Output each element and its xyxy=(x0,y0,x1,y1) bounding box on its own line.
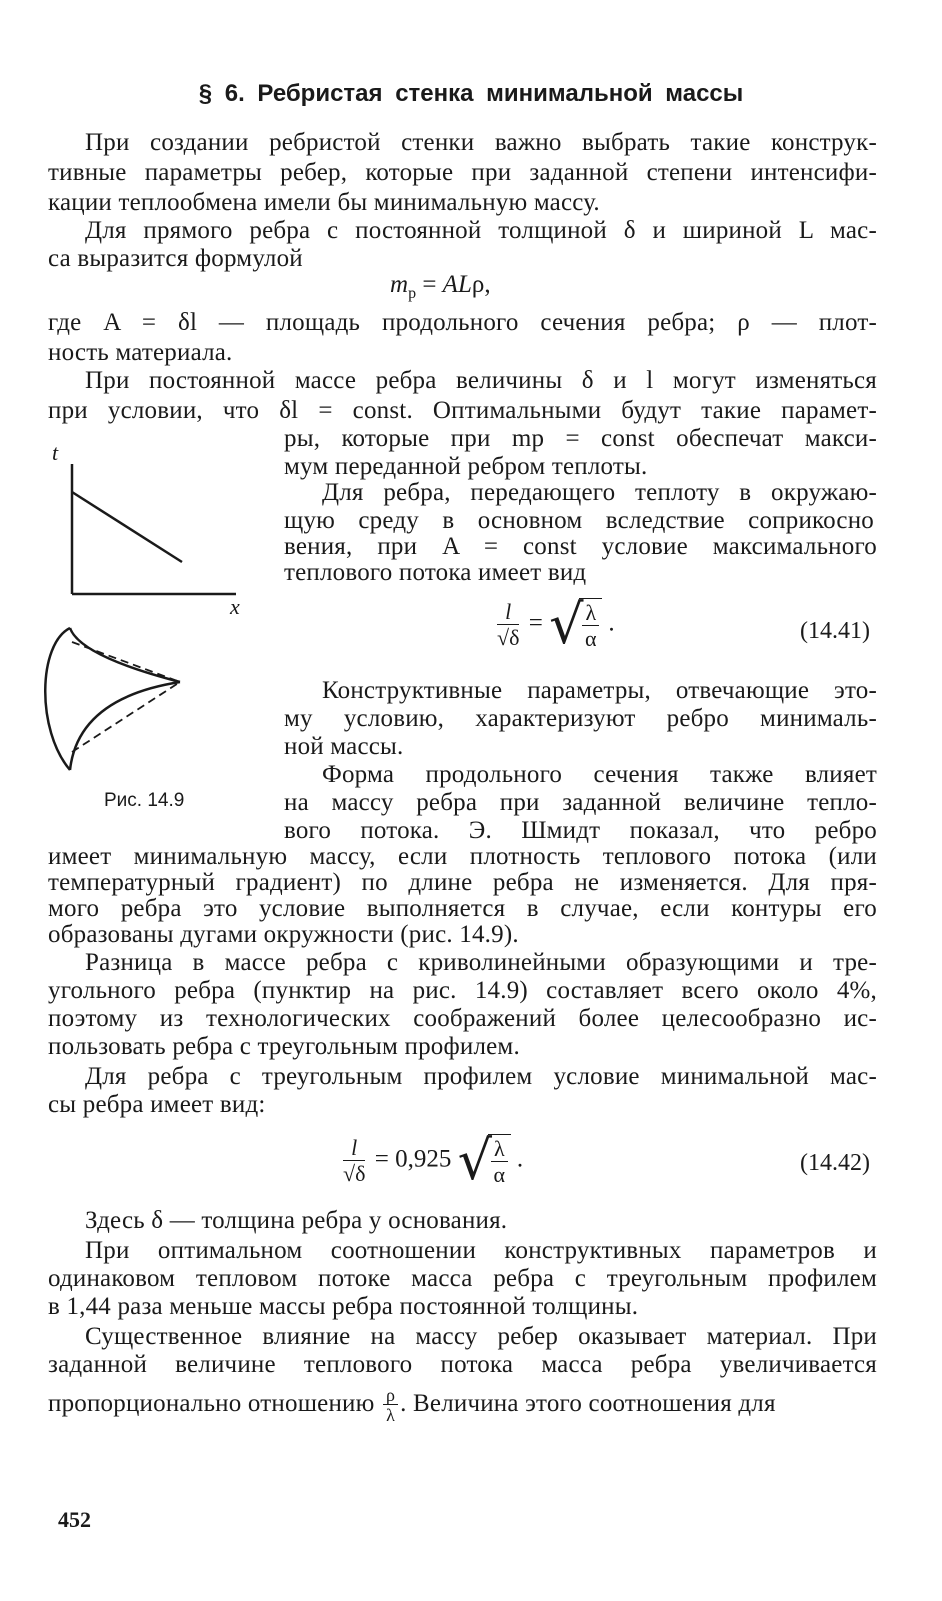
axis-label-t: t xyxy=(52,440,59,465)
text-line: теплового потока имеет вид xyxy=(284,559,587,586)
text-line: на массу ребра при заданной величине тепло- xyxy=(284,789,877,816)
text-line: му условию, характеризуют ребро минималь- xyxy=(284,705,877,732)
text-line: щую среду в основном вследствие соприкосно xyxy=(284,507,874,534)
text-line: температурный градиент) по длине ребра не изменяется. Для пря- xyxy=(48,869,877,896)
page-number: 452 xyxy=(58,1507,91,1532)
fin-lower-arc xyxy=(70,682,180,770)
text-line: Разница в массе ребра с криволинейными образующими и тре- xyxy=(85,949,877,976)
text-line: При постоянной массе ребра величины δ и l могут изменяться xyxy=(85,367,877,394)
text-line: где A = δl — площадь продольного сечения ребра; ρ — плот- xyxy=(48,309,877,336)
text-line: Для прямого ребра с постоянной толщиной δ и шириной L мас- xyxy=(85,217,877,244)
section-heading: § 6. Ребристая стенка минимальной массы xyxy=(198,80,744,107)
fraction-rho-lambda: $\frac{\rho}{\lambda}$ xyxy=(383,1386,398,1425)
equation-number: (14.42) xyxy=(800,1150,870,1176)
formula-mass: $m_р = AL\rho$, xyxy=(390,271,491,302)
text-line: одинаковом тепловом потоке масса ребра с треугольным профилем xyxy=(48,1265,877,1292)
text-line: Форма продольного сечения также влияет xyxy=(322,761,877,788)
text-line: мого ребра это условие выполняется в случае, если контуры его xyxy=(48,895,877,922)
text-line: сы ребра имеет вид: xyxy=(48,1091,266,1118)
text-line: в 1,44 раза меньше массы ребра постоянной толщины. xyxy=(48,1293,639,1320)
text-line: при условии, что δl = const. Оптимальными будут такие парамет- xyxy=(48,397,877,424)
text-line: Здесь δ — толщина ребра у основания. xyxy=(85,1207,508,1234)
triangle-upper-dashed xyxy=(72,642,180,682)
text-line: Для ребра с треугольным профилем условие минимальной мас- xyxy=(85,1063,877,1090)
fin-upper-arc xyxy=(70,628,180,682)
text-line: Для ребра, передающего теплоту в окружаю- xyxy=(322,479,877,506)
text-line: При оптимальном соотношении конструктивных параметров и xyxy=(85,1237,877,1264)
text-line: вения, при A = const условие максимального xyxy=(284,533,877,560)
text-line: угольного ребра (пунктир на рис. 14.9) составляет всего около 4%, xyxy=(48,977,877,1004)
text-line: При создании ребристой стенки важно выбрать такие конструк- xyxy=(85,129,877,156)
text-line: кации теплообмена имели бы минимальную массу. xyxy=(48,189,600,216)
axis-label-x: x xyxy=(230,594,240,619)
square-root: √ $\frac{\lambda}{\alpha}$ xyxy=(549,598,602,652)
figure-14-9 xyxy=(20,430,260,785)
text-line: ность материала. xyxy=(48,339,233,366)
fraction-lhs: $\frac{l}{√\delta}$ xyxy=(343,1134,366,1186)
fraction-rhs: $\frac{\lambda}{\alpha}$ xyxy=(582,601,599,652)
text-line: вого потока. Э. Шмидт показал, что ребро xyxy=(284,817,877,844)
figure-caption: Рис. 14.9 xyxy=(104,790,185,811)
text-line: Существенное влияние на массу ребер оказывает материал. При xyxy=(85,1323,877,1350)
text-line: Конструктивные параметры, отвечающие это- xyxy=(322,677,877,704)
temperature-line xyxy=(72,492,182,562)
triangle-lower-dashed xyxy=(72,682,180,752)
fin-base-curve xyxy=(45,628,70,770)
text-line: мум переданной ребром теплоты. xyxy=(284,453,648,480)
text-line: ной массы. xyxy=(284,733,404,760)
equation-number: (14.41) xyxy=(800,618,870,644)
fraction-rhs: $\frac{\lambda}{\alpha}$ xyxy=(491,1137,508,1188)
text-line: поэтому из технологических соображений более целесообразно ис- xyxy=(48,1005,877,1032)
fraction-lhs: $\frac{l}{√\delta}$ xyxy=(497,598,520,650)
text-line: образованы дугами окружности (рис. 14.9). xyxy=(48,921,519,948)
text-line: имеет минимальную массу, если плотность теплового потока (или xyxy=(48,843,877,870)
figure-drawing xyxy=(20,430,260,780)
text-line: са выразится формулой xyxy=(48,245,303,272)
text-line: пользовать ребра с треугольным профилем. xyxy=(48,1033,520,1060)
equation-14-42: $\frac{l}{√\delta}$ = 0,925 √ $\frac{\lambda}{\alpha}$ . xyxy=(343,1129,524,1192)
text-line: заданной величине теплового потока масса ребра увеличивается xyxy=(48,1351,877,1378)
text-line: тивные параметры ребер, которые при заданной степени интенсифи- xyxy=(48,159,877,186)
square-root: √ $\frac{\lambda}{\alpha}$ xyxy=(458,1134,511,1188)
text-line-with-fraction: пропорционально отношению $\frac{\rho}{\lambda}$ . Величина этого соотношения для xyxy=(48,1385,776,1425)
text-line: ры, которые при mр = const обеспечат макси- xyxy=(284,425,877,452)
equation-14-41: $\frac{l}{√\delta}$ = √ $\frac{\lambda}{\alpha}$ . xyxy=(497,593,615,656)
